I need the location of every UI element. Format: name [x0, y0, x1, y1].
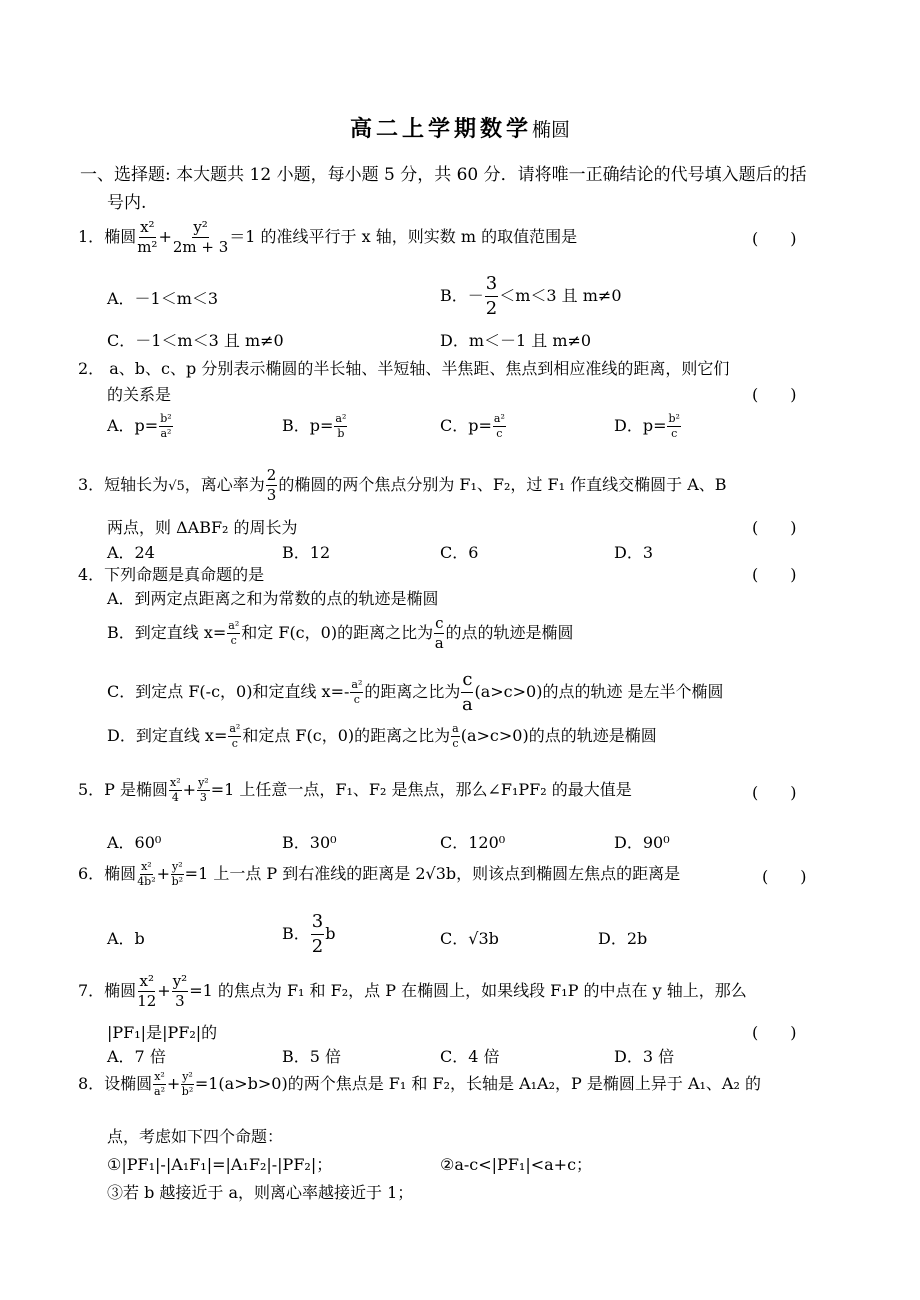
fraction: $\frac{c}{a}$ — [434, 614, 444, 652]
question-6: 6．椭圆 $\frac{\text{x²}}{\text{4b²}}$ + $\frac{\text{y²}}{\text{b²}}$ =1 上一点 P 到右准线的距离是 2√3b，则该点到椭圆左焦点的距离是 — [78, 860, 681, 888]
fraction: $\frac{\text{y²}}{\text{b²}}$ — [171, 860, 184, 888]
q7-option-c: C．4 倍 — [440, 1047, 500, 1066]
fraction: $\frac{\text{b²}}{\text{a²}}$ — [160, 412, 172, 440]
fraction: $\frac{\text{y²}}{2m + 3}$ — [172, 218, 229, 256]
fraction: $\frac{\text{a²}}{b}$ — [335, 412, 347, 440]
q3-option-d: D．3 — [614, 543, 654, 562]
q8-proposition-2: ②a-c<|PF₁|<a+c； — [440, 1155, 593, 1174]
fraction: $\frac{3}{2}$ — [485, 273, 498, 319]
q7-option-a: A．7 倍 — [107, 1047, 166, 1066]
q6-option-a: A．b — [107, 929, 145, 948]
q3-option-c: C．6 — [440, 543, 479, 562]
title-sub: 椭圆 — [532, 119, 571, 141]
question-5: 5．P 是椭圆 $\frac{\text{x²}}{4}$ + $\frac{\text{y²}}{3}$ =1 上任意一点，F₁、F₂ 是焦点，那么∠F₁PF₂ 的最大值是 — [78, 776, 632, 804]
question-2: 2． a、b、c、p 分别表示椭圆的半长轴、半短轴、半焦距、焦点到相应准线的距离，则它们 — [78, 359, 730, 378]
fraction: $\frac{\text{y²}}{3}$ — [172, 972, 188, 1010]
question-2-cont: 的关系是 — [107, 385, 172, 404]
fraction: $\frac{\text{y²}}{3}$ — [198, 776, 209, 804]
page-title — [0, 112, 920, 143]
q4-option-a: A．到两定点距离之和为常数的点的轨迹是椭圆 — [107, 589, 439, 608]
question-7: 7．椭圆 $\frac{\text{x²}}{12}$ + $\frac{\text{y²}}{3}$ =1 的焦点为 F₁ 和 F₂，点 P 在椭圆上，如果线段 F₁P 的中点在 y 轴上，那么 — [78, 972, 747, 1010]
q4-option-d: D．到定直线 x= $\frac{\text{a²}}{c}$ 和定点 F(c，0)的距离之比为 $\frac{a}{c}$ (a>c>0)的点的轨迹是椭圆 — [107, 722, 657, 750]
answer-blank-2: ( ) — [752, 385, 797, 404]
q7-option-b: B．5 倍 — [282, 1047, 342, 1066]
question-4: 4．下列命题是真命题的是 — [78, 565, 265, 584]
q6-option-d: D．2b — [598, 929, 648, 948]
answer-blank-1: ( ) — [752, 229, 797, 248]
q6-option-b: B． $\frac{3}{2}$ b — [282, 911, 336, 957]
fraction: $\frac{\text{a²}}{c}$ — [228, 619, 240, 647]
q2-option-b: B．p= $\frac{\text{a²}}{b}$ — [282, 412, 347, 440]
q8-proposition-1: ①|PF₁|-|A₁F₁|=|A₁F₂|-|PF₂|； — [107, 1155, 333, 1174]
fraction: $\frac{\text{x²}}{12}$ — [137, 972, 157, 1010]
fraction: $\frac{\text{a²}}{c}$ — [351, 678, 363, 706]
fraction: $\frac{\text{x²}}{\text{a²}}$ — [154, 1070, 165, 1098]
q4-option-b: B．到定直线 x= $\frac{\text{a²}}{c}$ 和定 F(c，0)的距离之比为 $\frac{c}{a}$ 的点的轨迹是椭圆 — [107, 614, 574, 652]
fraction: $\frac{\text{b²}}{c}$ — [668, 412, 680, 440]
q5-option-b: B．30⁰ — [282, 833, 337, 852]
question-1: 1．椭圆 $\frac{\text{x²}}{\text{m²}}$ + $\frac{\text{y²}}{2m + 3}$ ＝1 的准线平行于 x 轴，则实数 m 的取值范围是 — [78, 218, 578, 256]
q7-option-d: D．3 倍 — [614, 1047, 675, 1066]
fraction: $\frac{a}{c}$ — [452, 722, 459, 750]
fraction: $\frac{\text{y²}}{\text{b²}}$ — [181, 1070, 194, 1098]
q8-proposition-3: ③若 b 越接近于 a，则离心率越接近于 1； — [107, 1183, 414, 1202]
section-heading: 一、选择题: 本大题共 12 小题，每小题 5 分，共 60 分．请将唯一正确结论的代号填入题后的括 — [80, 165, 807, 185]
q2-option-c: C．p= $\frac{\text{a²}}{c}$ — [440, 412, 505, 440]
q4-option-c: C．到定点 F(-c，0)和定直线 x=- $\frac{\text{a²}}{c}$ 的距离之比为 $\frac{c}{a}$ (a>c>0)的点的轨迹 是左半个椭圆 — [107, 669, 724, 715]
q2-option-d: D．p= $\frac{\text{b²}}{c}$ — [614, 412, 680, 440]
fraction: $\frac{2}{3}$ — [266, 466, 277, 504]
q3-option-b: B．12 — [282, 543, 331, 562]
q5-option-c: C．120⁰ — [440, 833, 506, 852]
fraction: $\frac{\text{a²}}{c}$ — [229, 722, 241, 750]
q1-option-b: B．－ $\frac{3}{2}$ ＜m＜3 且 m≠0 — [440, 273, 622, 319]
q2-option-a: A．p= $\frac{\text{b²}}{\text{a²}}$ — [107, 412, 172, 440]
title-main: 高二上学期数学 — [349, 116, 532, 142]
q6-option-c: C．√3b — [440, 929, 499, 948]
answer-blank-4: ( ) — [752, 565, 797, 584]
fraction: $\frac{3}{2}$ — [311, 911, 324, 957]
answer-blank-7: ( ) — [752, 1023, 797, 1042]
answer-blank-5: ( ) — [752, 783, 797, 802]
q3-option-a: A．24 — [107, 543, 155, 562]
q1-option-a: A．－1＜m＜3 — [107, 289, 219, 308]
answer-blank-6: ( ) — [762, 867, 807, 886]
fraction: $\frac{c}{a}$ — [462, 669, 473, 715]
section-heading-cont: 号内. — [107, 193, 147, 213]
fraction: $\frac{\text{a²}}{c}$ — [493, 412, 505, 440]
q5-option-a: A．60⁰ — [107, 833, 162, 852]
question-8: 8．设椭圆 $\frac{\text{x²}}{\text{a²}}$ + $\frac{\text{y²}}{\text{b²}}$ =1(a>b>0)的两个焦点是 F₁ 和 F₂，长轴是 A₁A₂，P 是椭圆上异于 A₁、A₂ 的 — [78, 1070, 761, 1098]
question-3-cont: 两点，则 ΔABF₂ 的周长为 — [107, 518, 298, 537]
question-3: 3．短轴长为√5，离心率为 $\frac{2}{3}$ 的椭圆的两个焦点分别为 F₁、F₂，过 F₁ 作直线交椭圆于 A、B — [78, 466, 727, 504]
fraction: $\frac{\text{x²}}{4}$ — [170, 776, 181, 804]
q1-option-d: D．m＜－1 且 m≠0 — [440, 331, 592, 350]
question-8-cont: 点，考虑如下四个命题： — [107, 1127, 284, 1146]
question-7-cont: |PF₁|是|PF₂|的 — [107, 1023, 218, 1042]
q5-option-d: D．90⁰ — [614, 833, 670, 852]
fraction: $\frac{\text{x²}}{\text{m²}}$ — [137, 218, 158, 256]
answer-blank-3: ( ) — [752, 518, 797, 537]
fraction: $\frac{\text{x²}}{\text{4b²}}$ — [137, 860, 156, 888]
q1-option-c: C．－1＜m＜3 且 m≠0 — [107, 331, 284, 350]
